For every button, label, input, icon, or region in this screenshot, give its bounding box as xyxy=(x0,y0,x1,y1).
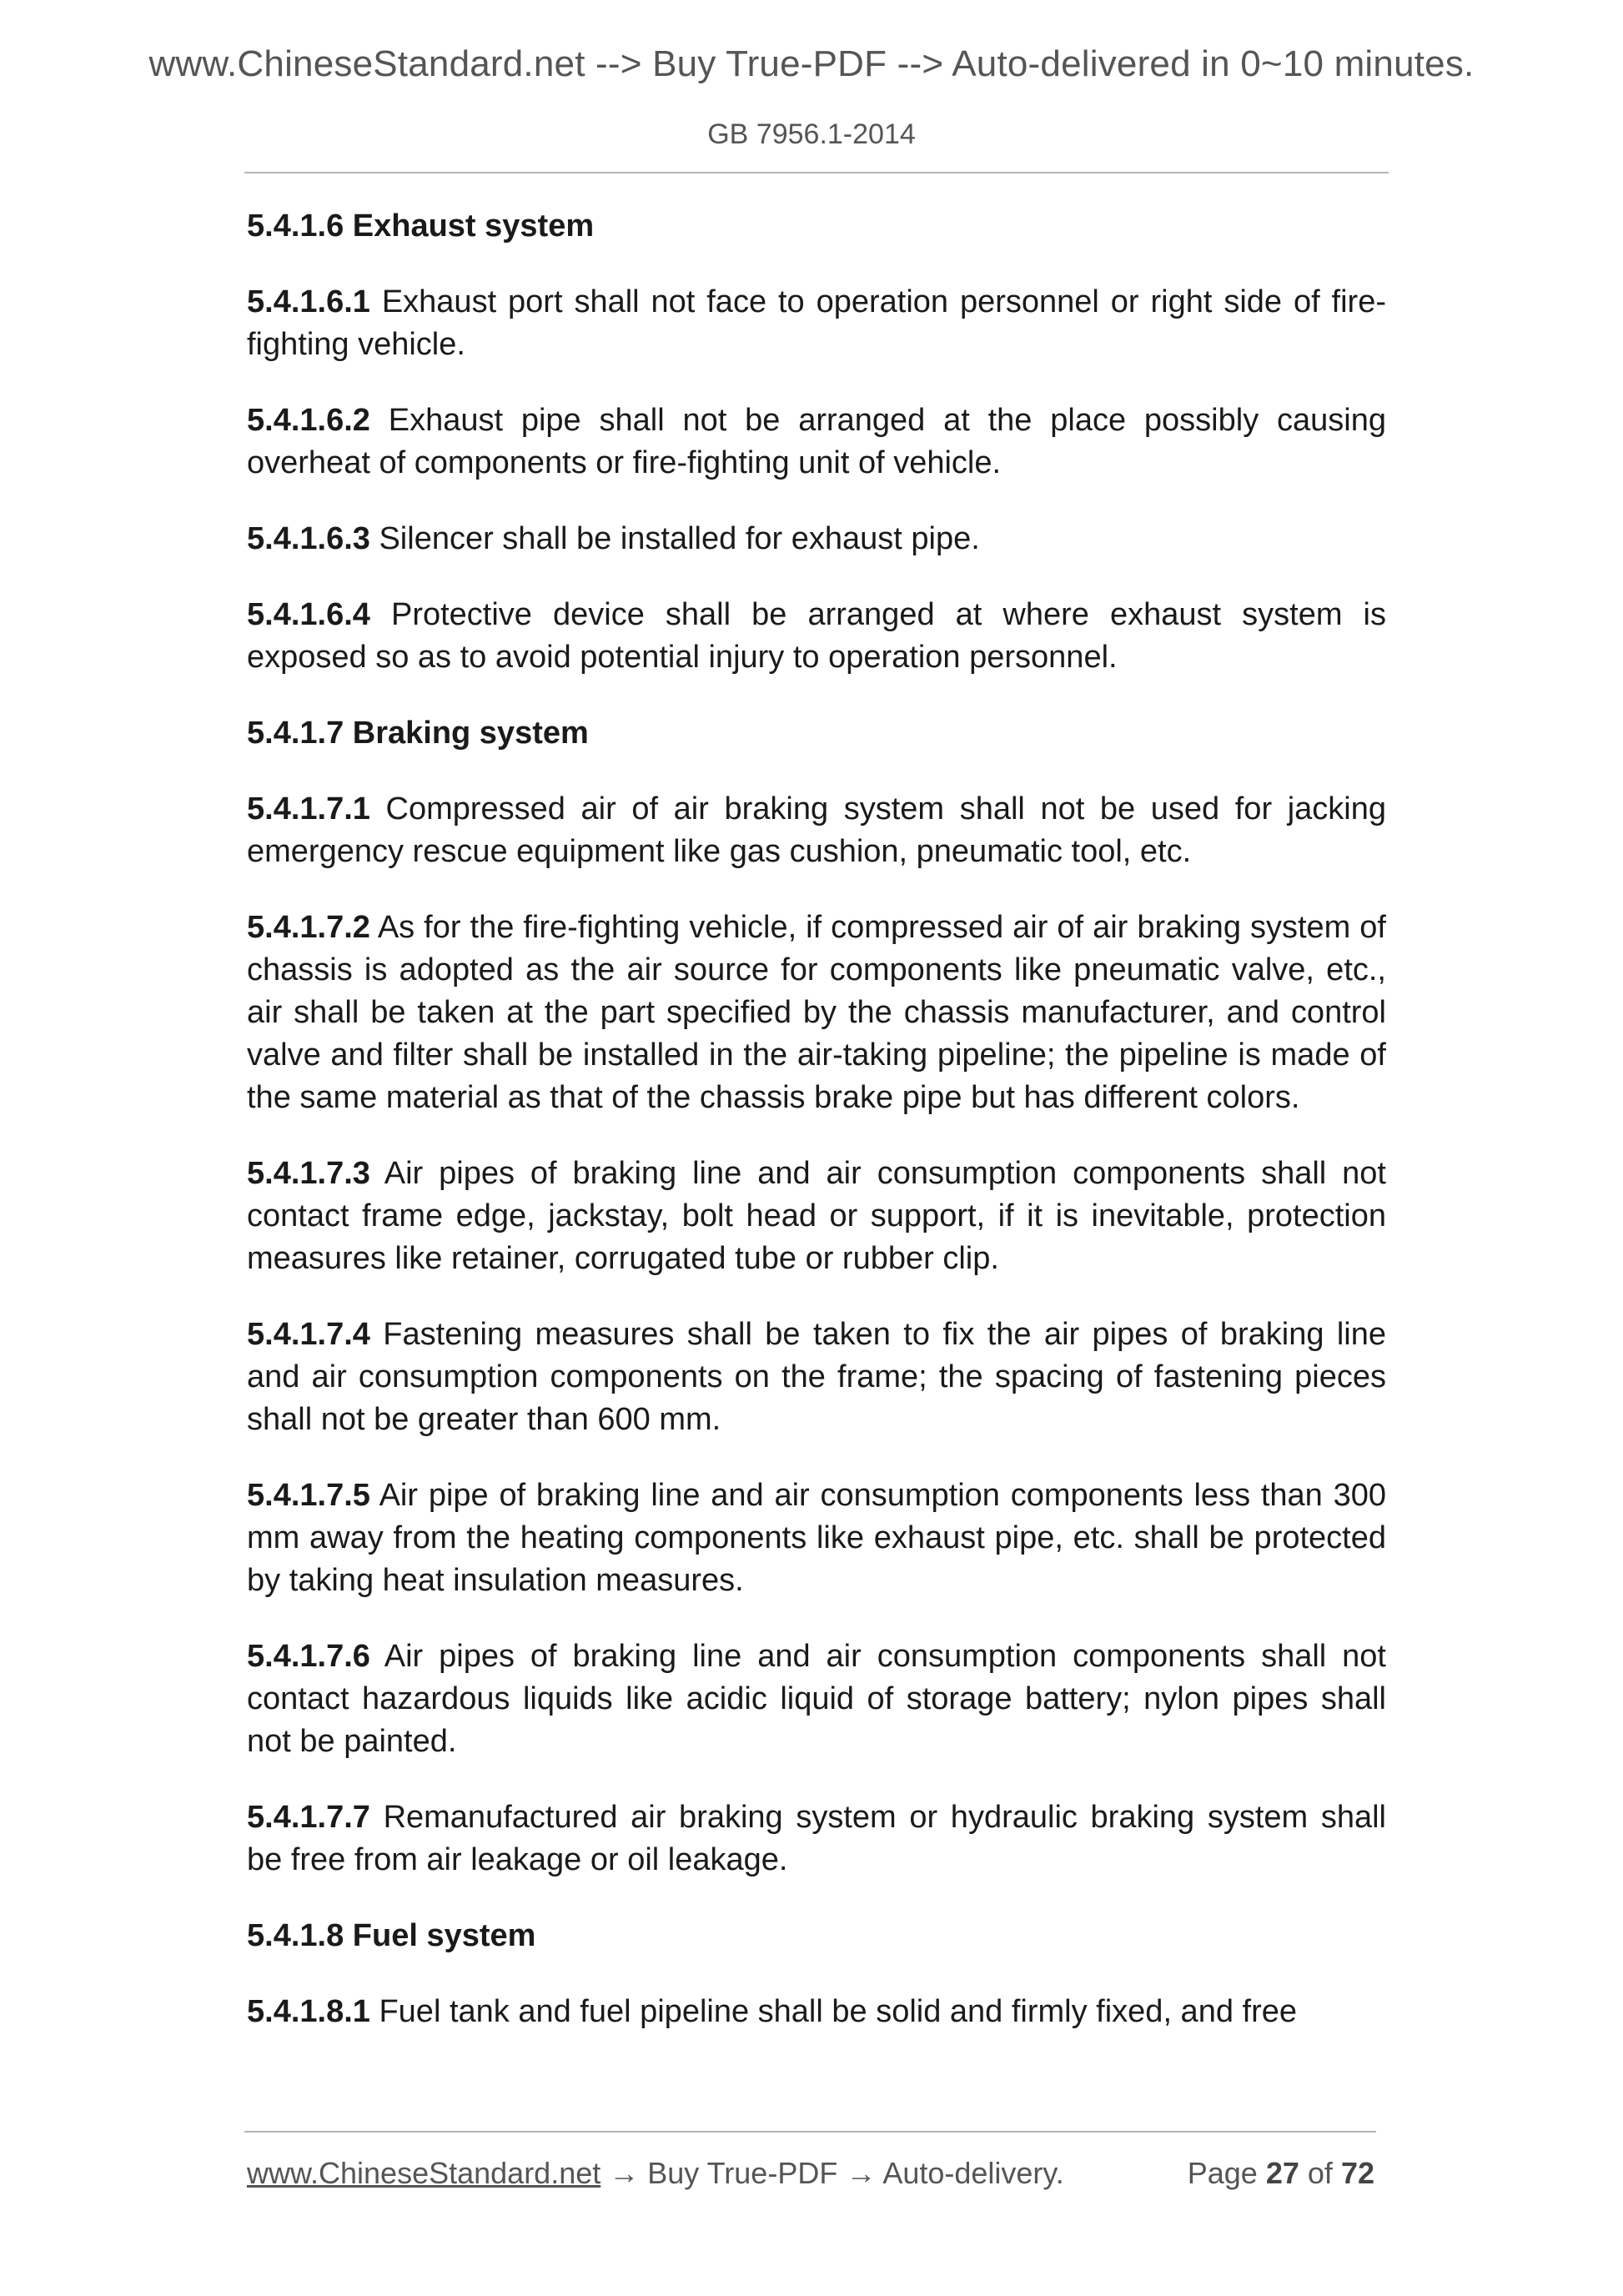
clause-number: 5.4.1.7.6 xyxy=(247,1639,370,1674)
clause-text: Remanufactured air braking system or hydraulic braking system shall be free from air leakage or oil leakage. xyxy=(247,1800,1386,1877)
clause-5-4-1-7-2 xyxy=(247,907,1386,1119)
clause-number: 5.4.1.8.1 xyxy=(247,1994,370,2029)
section-heading-5-4-1-8: 5.4.1.8 Fuel system xyxy=(247,1918,536,1953)
standard-number: GB 7956.1-2014 xyxy=(707,118,916,150)
clause-number: 5.4.1.6.4 xyxy=(247,597,370,632)
clause-number: 5.4.1.7.7 xyxy=(247,1800,370,1835)
clause-number: 5.4.1.6.2 xyxy=(247,403,370,438)
section-heading-5-4-1-6: 5.4.1.6 Exhaust system xyxy=(247,208,595,244)
clause-5-4-1-7-6 xyxy=(247,1635,1386,1763)
page-total: 72 xyxy=(1340,2156,1374,2190)
page-current: 27 xyxy=(1265,2156,1299,2190)
clause-5-4-1-7-4 xyxy=(247,1314,1386,1441)
clause-text: Compressed air of air braking system shall not be used for jacking emergency rescue equipment like gas cushion, pneumatic tool, etc. xyxy=(247,791,1386,869)
clause-5-4-1-6-1 xyxy=(247,281,1386,366)
footer-tagline: → Buy True-PDF → Auto-delivery. xyxy=(600,2156,1064,2190)
page-label: Page xyxy=(1187,2156,1258,2190)
clause-text: Protective device shall be arranged at where exhaust system is exposed so as to avoid potential injury to operation personnel. xyxy=(247,597,1386,675)
clause-5-4-1-6-4 xyxy=(247,594,1386,679)
clause-5-4-1-7-7 xyxy=(247,1796,1386,1882)
clause-5-4-1-7-5 xyxy=(247,1475,1386,1602)
clause-5-4-1-8-1 xyxy=(247,1991,1386,2033)
clause-text: Air pipe of braking line and air consumption components less than 300 mm away from the heating components like exhaust pipe, etc. shall be protected by taking heat insulation measures. xyxy=(247,1478,1386,1598)
clause-number: 5.4.1.7.4 xyxy=(247,1317,370,1352)
clause-number: 5.4.1.6.1 xyxy=(247,284,370,319)
header-divider xyxy=(244,172,1389,173)
page-footer xyxy=(247,2156,1374,2191)
clause-text: Silencer shall be installed for exhaust pipe. xyxy=(369,521,980,556)
clause-5-4-1-7-3 xyxy=(247,1153,1386,1280)
page-of: of xyxy=(1307,2156,1333,2190)
clause-text: Air pipes of braking line and air consumption components shall not contact hazardous liquids like acidic liquid of storage battery; nylon pipes shall not be painted. xyxy=(247,1639,1386,1759)
clause-5-4-1-6-3 xyxy=(247,518,1386,560)
footer-divider xyxy=(244,2131,1376,2133)
footer-site-link[interactable]: www.ChineseStandard.net xyxy=(247,2156,601,2190)
clause-text: Fastening measures shall be taken to fix the air pipes of braking line and air consumption components on the frame; the spacing of fastening pieces shall not be greater than 600 mm. xyxy=(247,1317,1386,1437)
clause-number: 5.4.1.7.2 xyxy=(247,910,370,945)
clause-5-4-1-6-2 xyxy=(247,399,1386,485)
section-heading-5-4-1-7: 5.4.1.7 Braking system xyxy=(247,716,589,751)
clause-number: 5.4.1.7.5 xyxy=(247,1478,370,1513)
clause-text: Exhaust port shall not face to operation personnel or right side of fire-fighting vehicle. xyxy=(247,284,1386,362)
clause-text: Fuel tank and fuel pipeline shall be solid and firmly fixed, and free xyxy=(369,1994,1297,2029)
footer-promo xyxy=(247,2156,1064,2191)
clause-number: 5.4.1.7.3 xyxy=(247,1156,370,1191)
header-banner: www.ChineseStandard.net --> Buy True-PDF --> Auto-delivered in 0~10 minutes. xyxy=(148,43,1475,84)
clause-5-4-1-7-1 xyxy=(247,788,1386,873)
clause-number: 5.4.1.7.1 xyxy=(247,791,370,826)
clause-text: Exhaust pipe shall not be arranged at the place possibly causing overheat of components or fire-fighting unit of vehicle. xyxy=(247,403,1386,480)
document-body xyxy=(247,205,1386,2067)
clause-text: Air pipes of braking line and air consumption components shall not contact frame edge, jackstay, bolt head or support, if it is inevitable, protection measures like retainer, corrugated tube or rubber clip. xyxy=(247,1156,1386,1276)
page-indicator xyxy=(1188,2156,1374,2191)
clause-text: As for the fire-fighting vehicle, if compressed air of air braking system of chassis is adopted as the air source for components like pneumatic valve, etc., air shall be taken at the part specified by the chassis manufacturer, and control valve and filter shall be installed in the air-taking pipeline; the pipeline is made of the same material as that of the chassis brake pipe but has different colors. xyxy=(247,910,1386,1115)
clause-number: 5.4.1.6.3 xyxy=(247,521,370,556)
